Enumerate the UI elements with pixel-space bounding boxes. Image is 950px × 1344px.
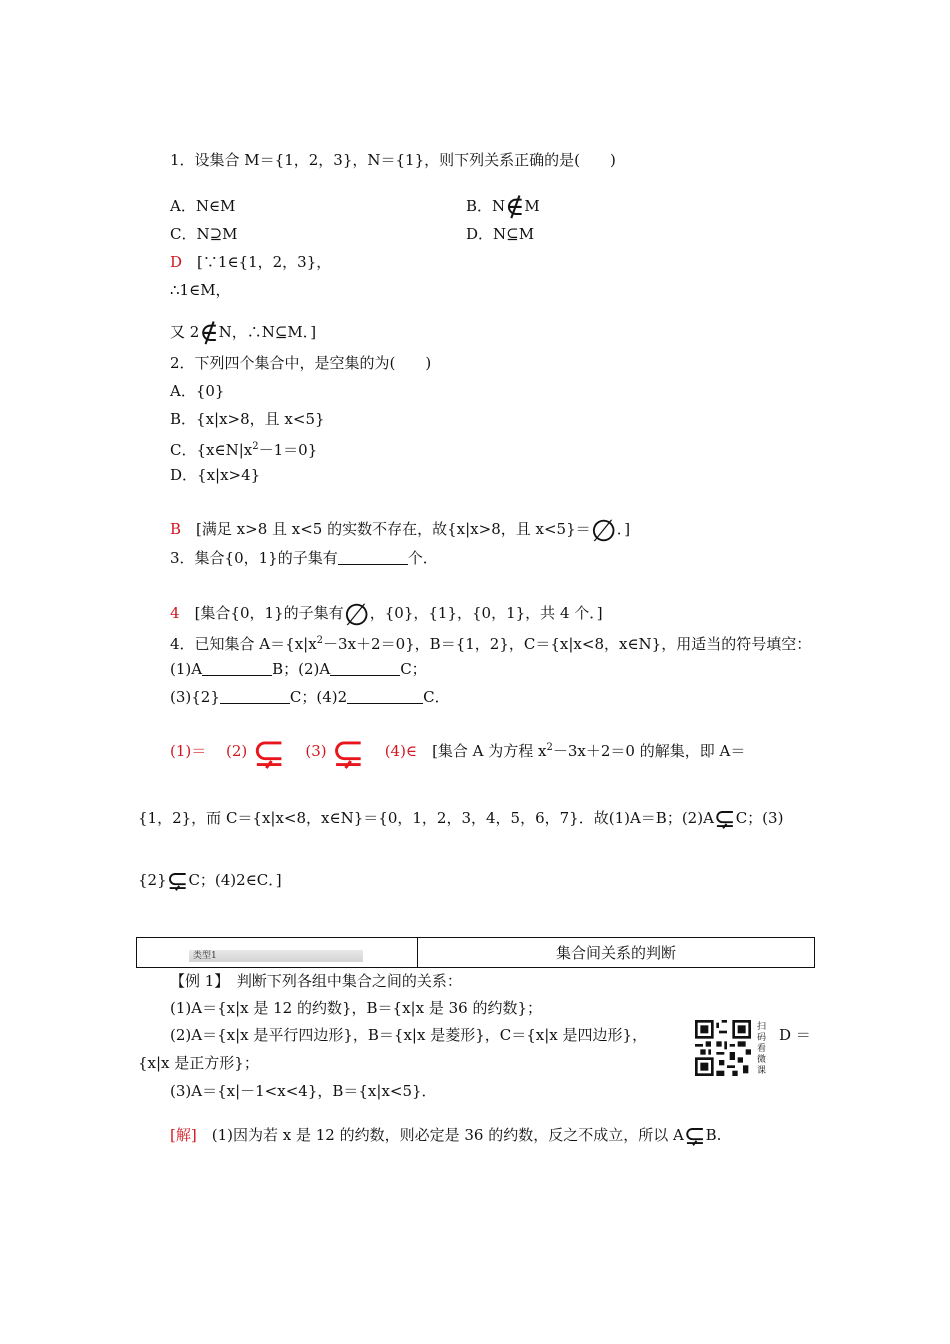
q1-option-c: C．N⊇M bbox=[170, 225, 238, 243]
section-tag-cell bbox=[137, 938, 418, 968]
example-1-line4: (3)A＝{x|－1<x<4}，B＝{x|x<5}． bbox=[170, 1082, 437, 1100]
not-element-symbol: ∉ bbox=[505, 192, 525, 222]
q3-solution bbox=[170, 598, 603, 633]
q4-sol1-pre: [集合 A 为方程 x bbox=[432, 742, 547, 760]
q1-solution-line2: ∴1∈M， bbox=[170, 281, 231, 299]
q4-answer-2: (2) bbox=[226, 742, 248, 760]
q4-answers bbox=[170, 730, 746, 776]
q4-answer-3: (3) bbox=[305, 742, 327, 760]
q2-option-c-sup: 2 bbox=[252, 441, 259, 452]
q3-sol-post: ，{0}，{1}，{0，1}，共 4 个．] bbox=[369, 604, 603, 622]
empty-set-symbol: ∅ bbox=[590, 514, 617, 549]
q3-stem-post: 个． bbox=[407, 549, 438, 567]
q1-sol3-pre: 又 2 bbox=[170, 323, 200, 341]
q4-p1c: C； bbox=[400, 660, 427, 678]
qr-side-label: 扫码看微课 bbox=[757, 1022, 767, 1076]
q4-blank-3 bbox=[220, 688, 290, 704]
q4-stem-post: －3x＋2＝0}，B＝{1，2}，C＝{x|x<8，x∈N}，用适当的符号填空： bbox=[323, 635, 812, 653]
q2-sol-pre: [满足 x>8 且 x<5 的实数不存在，故{x|x>8，且 x<5}＝ bbox=[196, 520, 591, 538]
q1-option-b-post: M bbox=[524, 197, 540, 215]
example-1-line3: {x|x 是正方形}； bbox=[138, 1054, 259, 1072]
q4-parts-1-2 bbox=[170, 659, 427, 679]
q4-p2c: C． bbox=[423, 688, 450, 706]
example-1-stem bbox=[170, 971, 462, 991]
q4-sol2-post: C；(3) bbox=[735, 809, 784, 827]
q4-solution-line3 bbox=[138, 866, 282, 896]
proper-subset-symbol: ⊊ bbox=[331, 730, 365, 776]
q4-sol1-post: －3x＋2＝0 的解集，即 A＝ bbox=[552, 742, 746, 760]
section-header-table bbox=[136, 937, 815, 968]
q1-option-d: D．N⊆M bbox=[466, 225, 535, 243]
q3-blank bbox=[338, 549, 408, 565]
q4-sol3-post: C；(4)2∈C．] bbox=[188, 871, 282, 889]
q3-answer: 4 bbox=[170, 604, 180, 622]
q2-option-d: D．{x|x>4} bbox=[170, 466, 261, 484]
q2-stem: 2．下列四个集合中，是空集的为( ) bbox=[170, 354, 432, 372]
example-1-text: 判断下列各组中集合之间的关系： bbox=[221, 972, 462, 990]
qr-code-icon[interactable] bbox=[695, 1020, 751, 1076]
example-1-sol-post: B. bbox=[705, 1126, 722, 1144]
q2-sol-post: ．] bbox=[616, 520, 631, 538]
q4-stem-pre: 4．已知集合 A＝{x|x bbox=[170, 635, 317, 653]
q4-parts-3-4 bbox=[170, 687, 450, 707]
q1-sol1: [∵1∈{1，2，3}， bbox=[197, 253, 332, 271]
q4-solution-line2 bbox=[138, 804, 784, 834]
not-element-symbol: ∉ bbox=[199, 318, 219, 348]
q1-option-a: A．N∈M bbox=[170, 197, 236, 215]
section-tag: 类型1 bbox=[189, 950, 363, 962]
q4-p1: (1)A bbox=[170, 660, 203, 678]
q4-blank-2 bbox=[330, 660, 400, 676]
example-1-line2: (2)A＝{x|x 是平行四边形}，B＝{x|x 是菱形}，C＝{x|x 是四边形}， bbox=[170, 1026, 648, 1044]
q2-solution bbox=[170, 514, 631, 549]
q2-answer: B bbox=[170, 520, 182, 538]
q1-sol3-post: N，∴N⊆M．] bbox=[218, 323, 317, 341]
q1-option-b bbox=[466, 192, 540, 222]
proper-subset-symbol: ⊊ bbox=[166, 866, 189, 896]
q1-solution-line1 bbox=[170, 252, 331, 272]
q4-sol1-sup: 2 bbox=[546, 742, 553, 753]
q3-stem bbox=[170, 548, 438, 568]
proper-subset-symbol: ⊊ bbox=[252, 730, 286, 776]
q2-option-c-pre: C．{x∈N|x bbox=[170, 441, 253, 459]
empty-set-symbol: ∅ bbox=[343, 598, 370, 633]
example-1-label: 【例 1】 bbox=[170, 972, 222, 990]
example-1-line1: (1)A＝{x|x 是 12 的约数}，B＝{x|x 是 36 的约数}； bbox=[170, 999, 543, 1017]
proper-subset-symbol: ⊊ bbox=[683, 1121, 706, 1151]
q4-stem-sup: 2 bbox=[316, 635, 324, 646]
solution-label: [解] bbox=[170, 1126, 197, 1144]
q3-stem-pre: 3．集合{0，1}的子集有 bbox=[170, 549, 338, 567]
q3-sol-pre: [集合{0，1}的子集有 bbox=[194, 604, 344, 622]
q4-answer-4: (4)∈ bbox=[384, 742, 418, 760]
q4-blank-4 bbox=[347, 688, 423, 704]
q4-p2: (3){2} bbox=[170, 688, 220, 706]
q4-answer-1: (1)＝ bbox=[170, 742, 207, 760]
proper-subset-symbol: ⊊ bbox=[713, 804, 736, 834]
q2-option-b: B．{x|x>8，且 x<5} bbox=[170, 410, 325, 428]
q2-option-c bbox=[170, 437, 317, 460]
q2-option-a: A．{0} bbox=[170, 382, 225, 400]
example-1-line2-tail: D ＝ bbox=[779, 1026, 811, 1044]
q4-sol2-pre: {1，2}，而 C＝{x|x<8，x∈N}＝{0，1，2，3，4，5，6，7}．故(1)A＝B；(2)A bbox=[138, 809, 714, 827]
example-1-sol-pre: (1)因为若 x 是 12 的约数，则必定是 36 的约数，反之不成立，所以 A bbox=[196, 1126, 684, 1144]
q1-stem: 1．设集合 M＝{1，2，3}，N＝{1}，则下列关系正确的是( ) bbox=[170, 151, 616, 169]
q4-p1b: B；(2)A bbox=[272, 660, 331, 678]
section-title: 集合间关系的判断 bbox=[418, 938, 815, 968]
q1-answer: D bbox=[170, 253, 183, 271]
q4-blank-1 bbox=[202, 660, 272, 676]
q4-sol3-pre: {2} bbox=[138, 871, 167, 889]
q4-p2b: C；(4)2 bbox=[289, 688, 348, 706]
q4-stem bbox=[170, 631, 811, 654]
example-1-solution bbox=[170, 1121, 722, 1151]
q1-option-b-pre: B．N bbox=[466, 197, 506, 215]
q2-option-c-post: －1＝0} bbox=[258, 441, 318, 459]
q1-solution-line3 bbox=[170, 318, 317, 348]
